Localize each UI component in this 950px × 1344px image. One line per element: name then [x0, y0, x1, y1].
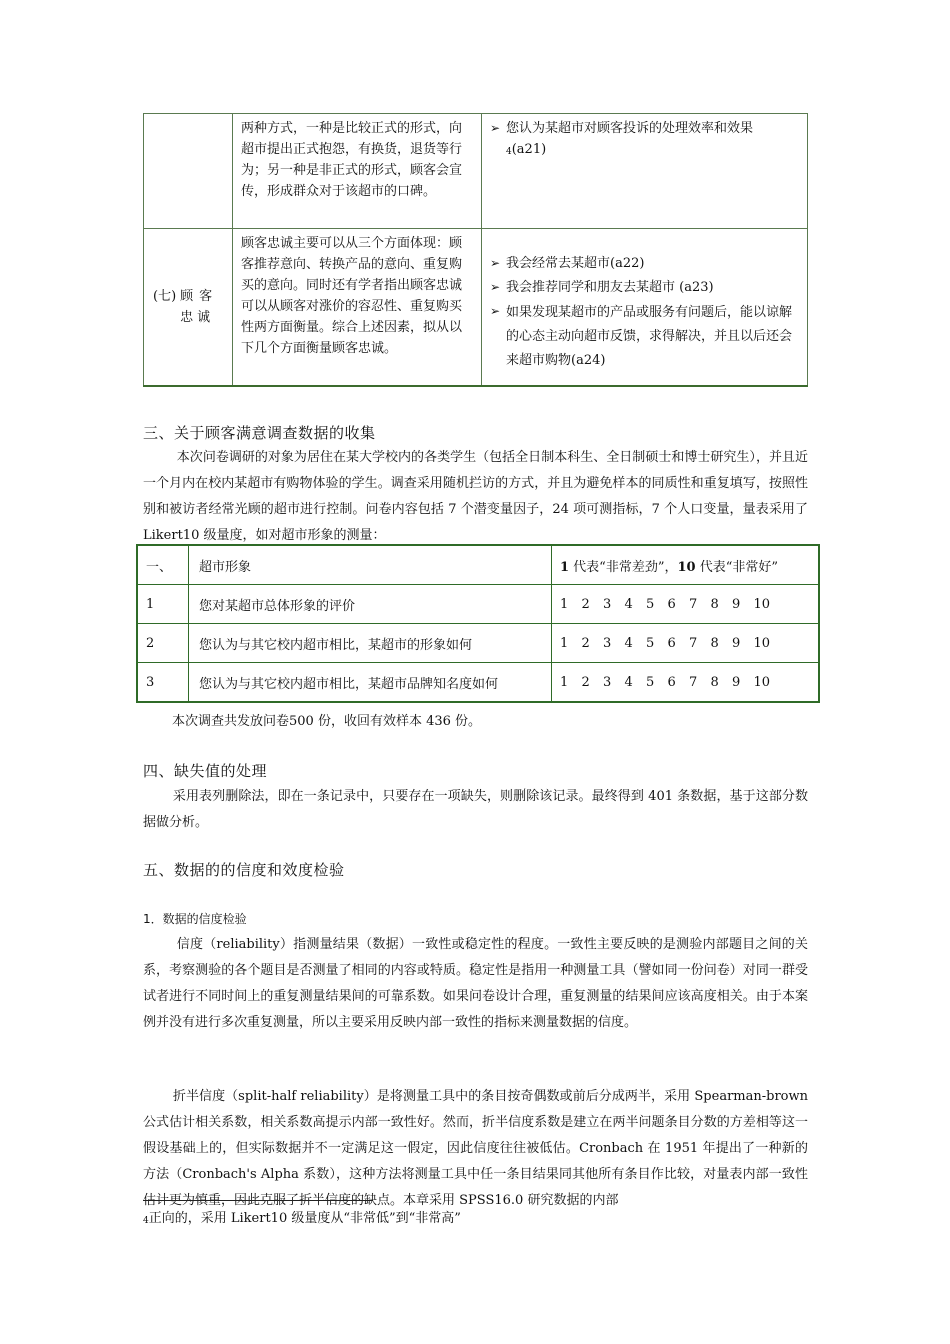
- factor-cell: [144, 229, 233, 387]
- table-row: [137, 585, 819, 624]
- table-header-row: [137, 545, 819, 585]
- table-row: [144, 229, 808, 387]
- row-item: 您对某超市总体形象的评价: [189, 585, 552, 624]
- list-item: ➢ 我会推荐同学和朋友去某超市 (a23): [490, 277, 801, 298]
- footnote-mark: 4: [143, 1216, 149, 1226]
- row-num: 2: [137, 624, 189, 663]
- table-row: [137, 624, 819, 663]
- footnote-text: 正向的，采用 Likert10 级量度从“非常低”到“非常高”: [148, 1211, 461, 1226]
- arrow-bullet-icon: ➢: [490, 121, 501, 135]
- items-cell: [482, 229, 808, 387]
- paragraph: 信度（reliability）指测量结果（数据）一致性或稳定性的程度。一致性主要反映的是测验内部题目之间的关系，考察测验的各个题目是否测量了相同的内容或特质。稳定性是指用一种测量工具（譬如同一份问卷）对同一群受试者进行不同时间上的重复测量结果间的可靠系数。如果问卷设计合理，重复测量的结果间应该高度相关。由于本案例并没有进行多次重复测量，所以主要采用反映内部一致性的指标来测量数据的信度。: [143, 937, 808, 1030]
- paragraph: 本次问卷调研的对象为居住在某大学校内的各类学生（包括全日制本科生、全日制硕士和博士研究生），并且近一个月内在校内某超市有购物体验的学生。调查采用随机拦访的方式，并且为避免样本的同质性和重复填写，按照性别和被访者经常光顾的超市进行控制。问卷内容包括 7 个潜变量因子，24 项可测指标，7 个人口变量，量表采用了 Likert10 级量度，如对超市形象的测量：: [143, 450, 808, 543]
- list-item: ➢ 我会经常去某超市(a22): [490, 253, 801, 274]
- header-num: 一、: [137, 545, 189, 585]
- list-item: ➢ 如果发现某超市的产品或服务有问题后，能以谅解的心态主动向超市反馈，求得解决，并且以后还会来超市购物(a24): [490, 301, 801, 373]
- description-cell: 顾客忠诚主要可以从三个方面体现：顾客推荐意向、转换产品的意向、重复购买的意向。同时还有学者指出顾客忠诚可以从顾客对涨价的容忍性、重复购买性两方面衡量。综合上述因素，拟从以下几个方面衡量顾客忠诚。: [233, 229, 482, 387]
- description-cell: 两种方式，一种是比较正式的形式，向超市提出正式抱怨，有换货，退货等行为；另一种是非正式的形式，顾客会宣传，形成群众对于该超市的口碑。: [233, 114, 482, 229]
- measurement-table: [143, 113, 808, 387]
- row-num: 1: [137, 585, 189, 624]
- paragraph: 折半信度（split-half reliability）是将测量工具中的条目按奇偶数或前后分成两半，采用 Spearman-brown 公式估计相关系数，相关系数高提示内部一致性好。然而，折半信度系数是建立在两半问题条目分数的方差相等这一假设基础上的，但实际数据并不一定满足这一假定，因此信度往往被低估。Cronbach 在 1951 年提出了一种新的方法（Cronbach's Alpha 系数），这种方法将测量工具中任一条目结果同其他所有条目作比较，对量表内部一致性估计更为慎重，因此克服了折半信度的缺点。本章采用 SPSS16.0 研究数据的内部: [143, 1089, 808, 1208]
- paragraph: 本次调查共发放问卷500 份，收回有效样本 436 份。: [172, 714, 482, 729]
- arrow-bullet-icon: ➢: [490, 280, 501, 294]
- row-item: 您认为与其它校内超市相比，某超市品牌知名度如何: [189, 663, 552, 703]
- likert-table: [136, 544, 820, 703]
- paragraph: 采用表列删除法，即在一条记录中，只要存在一项缺失，则删除该记录。最终得到 401 条数据，基于这部分数据做分析。: [143, 789, 808, 830]
- footnote-ref: 4: [506, 147, 512, 157]
- table-row: [144, 114, 808, 229]
- header-item: 超市形象: [189, 545, 552, 585]
- arrow-bullet-icon: ➢: [490, 304, 501, 318]
- items-cell: [482, 114, 808, 229]
- subsection-heading: 1．数据的信度检验: [143, 912, 247, 926]
- row-item: 您认为与其它校内超市相比，某超市的形象如何: [189, 624, 552, 663]
- table-row: [137, 663, 819, 703]
- rating-scale: 1 2 3 4 5 6 7 8 9 10: [552, 663, 820, 703]
- factor-label: 顾客忠诚: [180, 289, 217, 325]
- factor-cell: [144, 114, 233, 229]
- header-scale: 1 代表“非常差劲”，10 代表“非常好”: [552, 545, 820, 585]
- section-heading: 三、关于顾客满意调查数据的收集: [143, 424, 376, 442]
- row-num: 3: [137, 663, 189, 703]
- section-heading: 四、缺失值的处理: [143, 762, 268, 780]
- footnote: [143, 1207, 461, 1226]
- footnote-divider: [143, 1200, 373, 1201]
- arrow-bullet-icon: ➢: [490, 256, 501, 270]
- rating-scale: 1 2 3 4 5 6 7 8 9 10: [552, 585, 820, 624]
- rating-scale: 1 2 3 4 5 6 7 8 9 10: [552, 624, 820, 663]
- factor-number: (七): [153, 289, 177, 304]
- list-item: ➢ 您认为某超市对顾客投诉的处理效率和效果 $^4$(a21): [490, 118, 801, 162]
- section-heading: 五、数据的的信度和效度检验: [143, 861, 345, 879]
